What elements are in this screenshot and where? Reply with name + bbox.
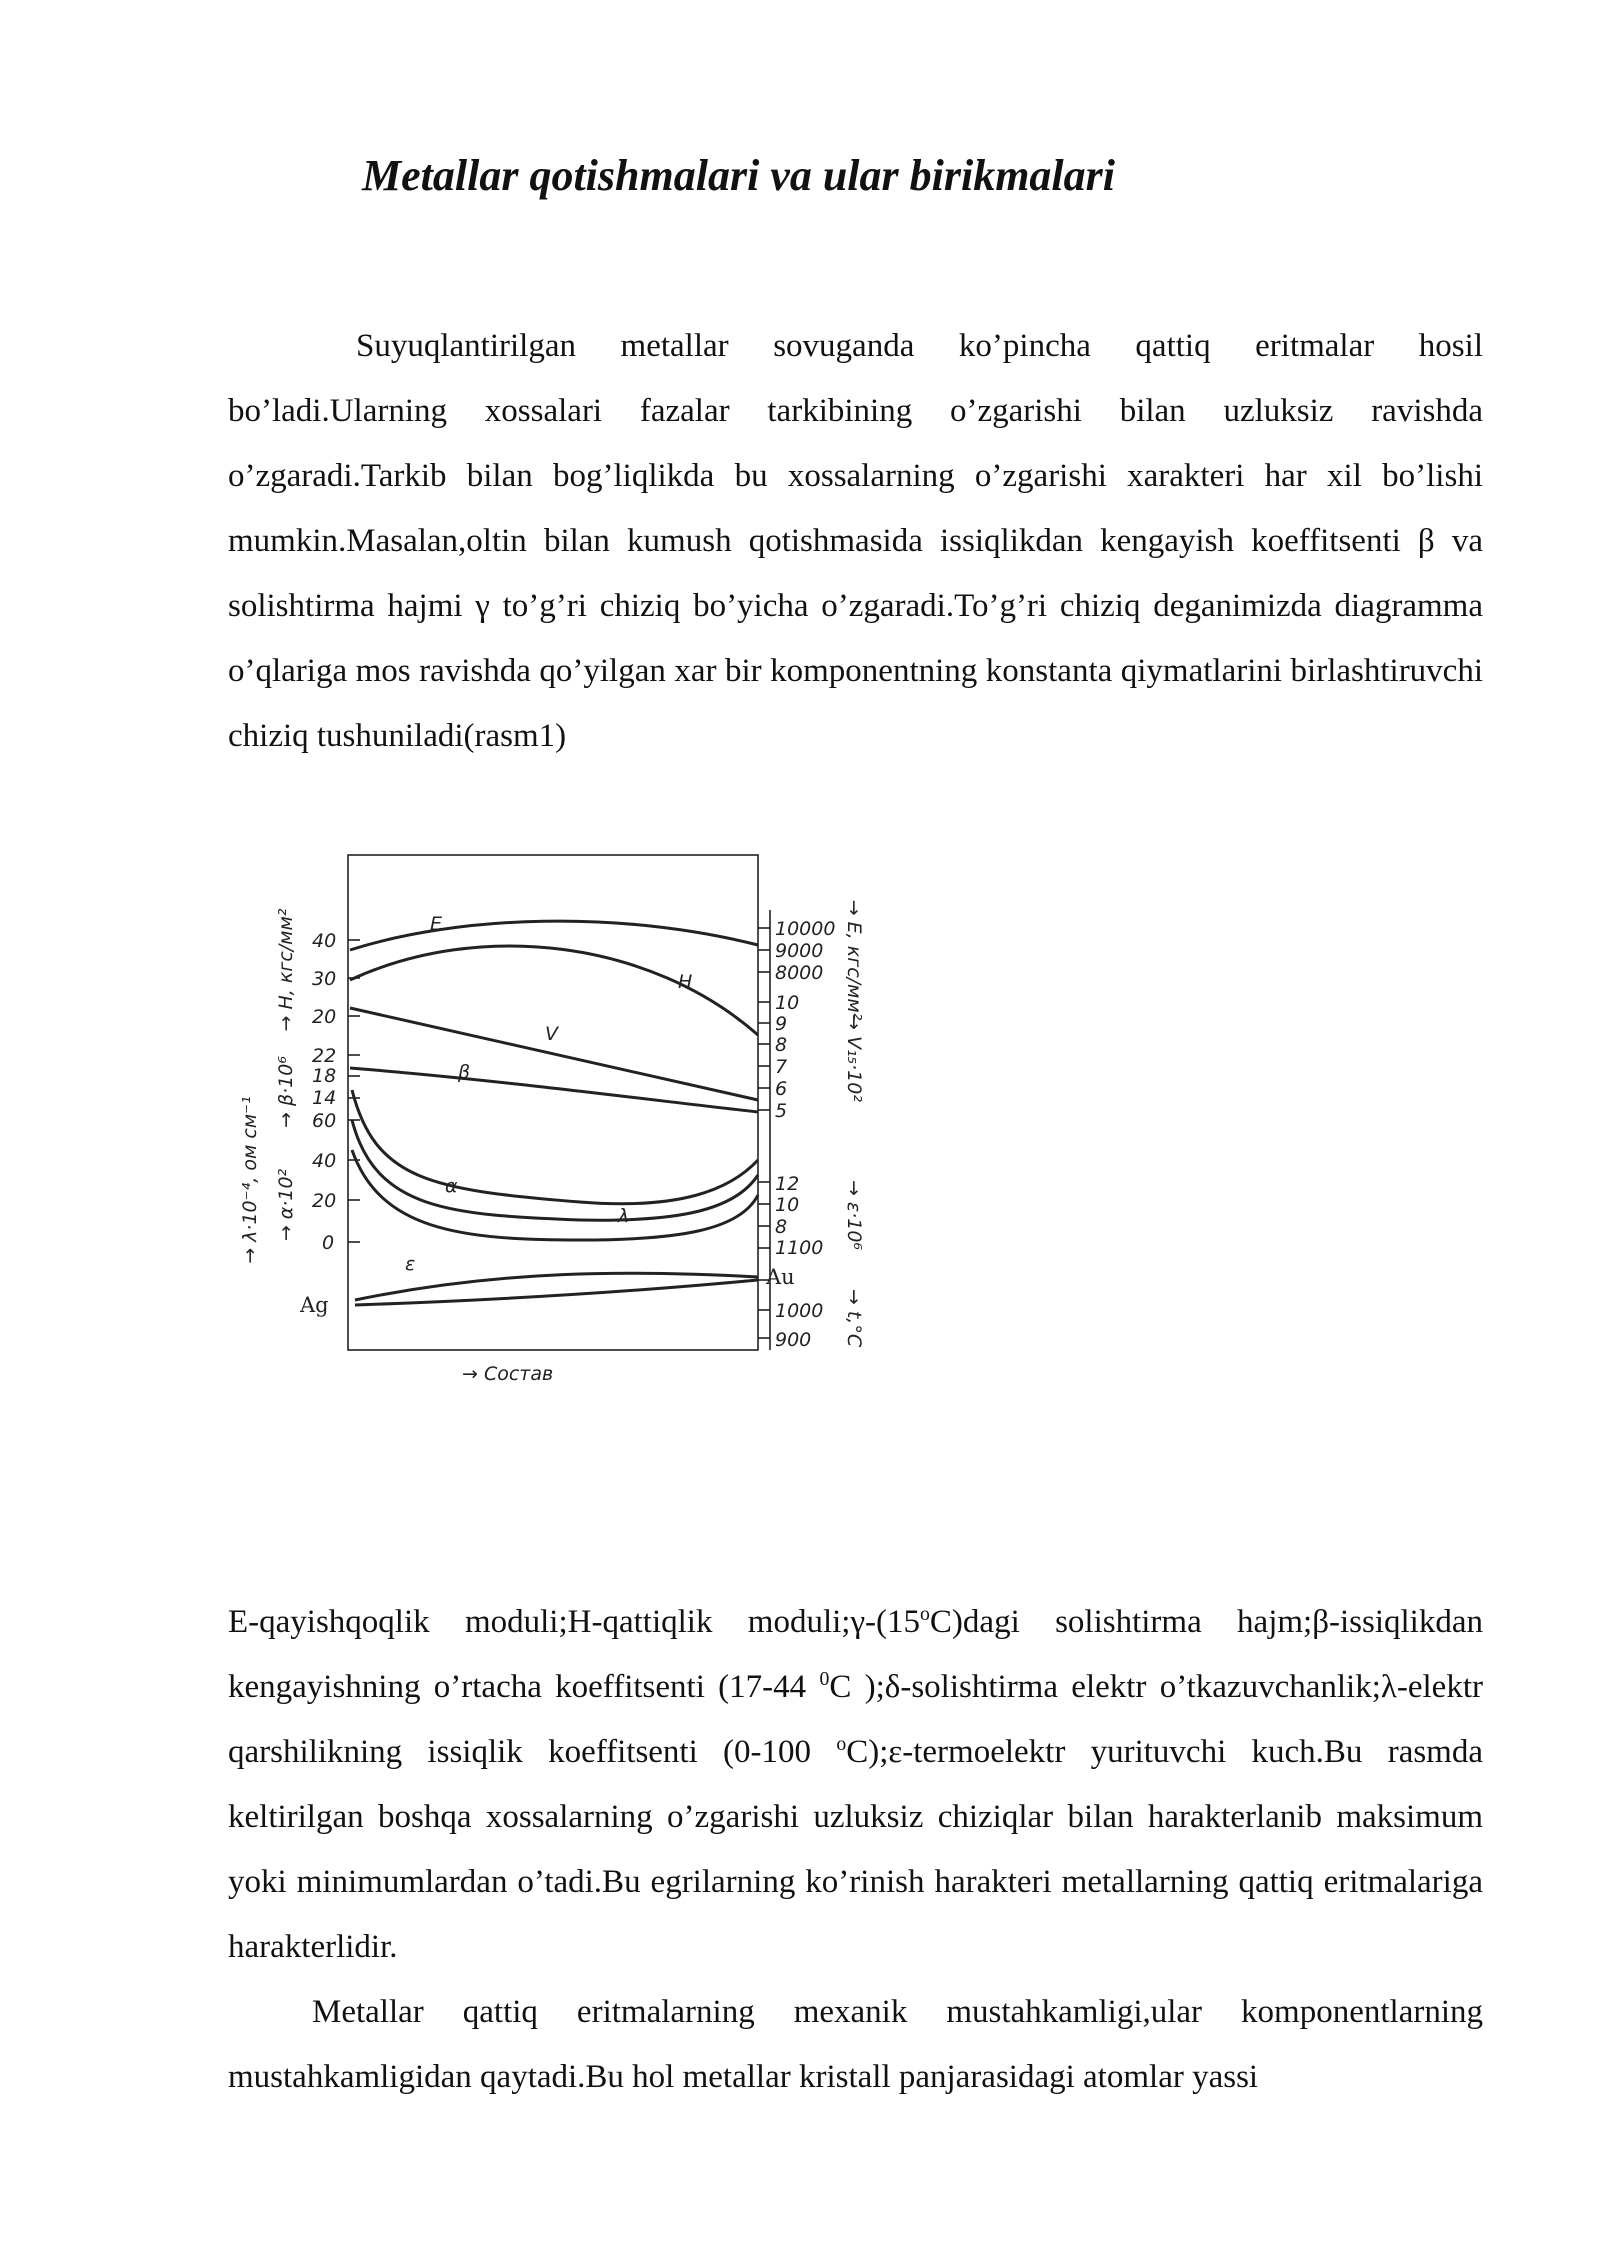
- left-tick-label: 18: [312, 1065, 337, 1087]
- left-axis-label-alpha: → α·10²: [275, 1168, 297, 1242]
- left-tick-label: 40: [312, 1150, 337, 1172]
- right-tick-label: 12: [775, 1173, 800, 1195]
- paragraph-mechanical: Metallar qattiq eritmalarning mexanik mustahkamligi,ular komponentlarning mustahkamligidan qaytadi.Bu hol metallar kristall panjarasidagi atomlar yassi: [228, 1994, 1483, 2095]
- curve-lambda: [352, 1120, 758, 1220]
- left-tick-label: 40: [312, 930, 337, 952]
- curve-label-beta: β: [458, 1061, 471, 1083]
- paragraph-legend: [228, 1590, 1483, 1980]
- curve-beta: [350, 1068, 758, 1112]
- element-label-ag: Ag: [300, 1293, 329, 1317]
- right-tick-label: 8: [775, 1034, 788, 1056]
- legend-text-b: C)dagi solishtirma hajm;β-issiqlikdan kengayishning o’rtacha koeffitsenti (17-44: [228, 1604, 1483, 1705]
- left-tick-label: 22: [312, 1045, 337, 1067]
- curve-label-H: H: [678, 971, 693, 993]
- right-tick-label: 10: [775, 1194, 800, 1216]
- left-axis-label-h: → H, кгс/мм²: [275, 908, 297, 1032]
- left-tick-label: 0: [322, 1232, 335, 1254]
- right-tick-label: 9: [775, 1013, 788, 1035]
- right-tick-label: 1100: [775, 1237, 824, 1259]
- right-tick-label: 1000: [775, 1300, 824, 1322]
- right-tick-label: 10000: [775, 918, 836, 940]
- property-diagram-figure: [200, 830, 880, 1410]
- right-axis-label-e: → E, кгс/мм²: [843, 899, 865, 1021]
- right-tick-label: 5: [775, 1100, 788, 1122]
- curve-E: [350, 921, 758, 950]
- left-tick-label: 14: [312, 1087, 337, 1109]
- left-axis-label-lambda: → λ·10⁻⁴, ом см⁻¹: [239, 1096, 261, 1264]
- right-tick-label: 7: [775, 1056, 788, 1078]
- property-diagram: [200, 830, 880, 1410]
- right-tick-label: 8: [775, 1216, 788, 1238]
- curve-label-eps: ε: [405, 1253, 416, 1275]
- right-tick-label: 10: [775, 992, 800, 1014]
- curve-label-V: V: [545, 1023, 558, 1045]
- left-tick-marks: [348, 940, 360, 1242]
- legend-text-a: E-qayishqoqlik moduli;H-qattiqlik moduli;γ-(15: [228, 1604, 921, 1640]
- legend-sup-a: o: [920, 1603, 930, 1625]
- right-tick-label: 6: [775, 1078, 788, 1100]
- left-tick-label: 20: [312, 1006, 337, 1028]
- curve-label-lambda: λ: [618, 1205, 630, 1227]
- legend-text-c: C );δ-solishtirma elektr o’tkazuvchanlik;λ-elektr qarshilikning issiqlik koeffitsenti (0-100: [228, 1669, 1483, 1770]
- left-tick-labels: [312, 930, 336, 1254]
- element-label-au: Au: [766, 1265, 795, 1289]
- curve-alpha: [352, 1090, 758, 1204]
- curve-label-alpha: α: [445, 1175, 458, 1197]
- left-axis-label-beta: → β·10⁶: [275, 1056, 297, 1128]
- paragraph-intro: Suyuqlantirilgan metallar sovuganda ko’pincha qattiq eritmalar hosil bo’ladi.Ularning xossalari fazalar tarkibining o’zgarishi bilan uzluksiz ravishda o’zgaradi.Tarkib bilan bog’liqlikda bu xossalarning o’zgarishi xarakteri har xil bo’lishi mumkin.Masalan,oltin bilan kumush qotishmasida issiqlikdan kengayish koeffitsenti β va solishtirma hajmi γ to’g’ri chiziq bo’yicha o’zgaradi.To’g’ri chiziq deganimizda diagramma o’qlariga mos ravishda qo’yilgan xar bir komponentning konstanta qiymatlarini birlashtiruvchi chiziq tushuniladi(rasm1): [228, 328, 1483, 754]
- left-tick-label: 30: [312, 968, 337, 990]
- right-tick-label: 900: [775, 1329, 812, 1351]
- curve-eps-lower: [355, 1280, 758, 1305]
- right-axis-label-v: → V₁₅·10²: [843, 1013, 865, 1103]
- left-tick-label: 20: [312, 1190, 337, 1212]
- legend-sup-c: o: [836, 1733, 847, 1755]
- curve-label-E: E: [430, 913, 443, 935]
- left-tick-label: 60: [312, 1110, 337, 1132]
- right-axis-label-eps: → ε·10⁶: [843, 1179, 865, 1251]
- document-title: Metallar qotishmalari va ular birikmalari: [362, 151, 1116, 200]
- right-tick-label: 8000: [775, 962, 824, 984]
- right-tick-label: 9000: [775, 940, 824, 962]
- legend-sup-b: 0: [819, 1668, 830, 1690]
- legend-text-d: C);ε-termoelektr yurituvchi kuch.Bu rasmda keltirilgan boshqa xossalarning o’zgarishi uzluksiz chiziqlar bilan harakterlanib maksimum yoki minimumlardan o’tadi.Bu egrilarning ko’rinish harakteri metallarning qattiq eritmalariga harakterlidir.: [228, 1734, 1483, 1965]
- curve-V: [350, 1008, 758, 1100]
- right-axis-label-t: → t,°C: [843, 1288, 865, 1348]
- x-axis-label: → Состав: [462, 1363, 554, 1385]
